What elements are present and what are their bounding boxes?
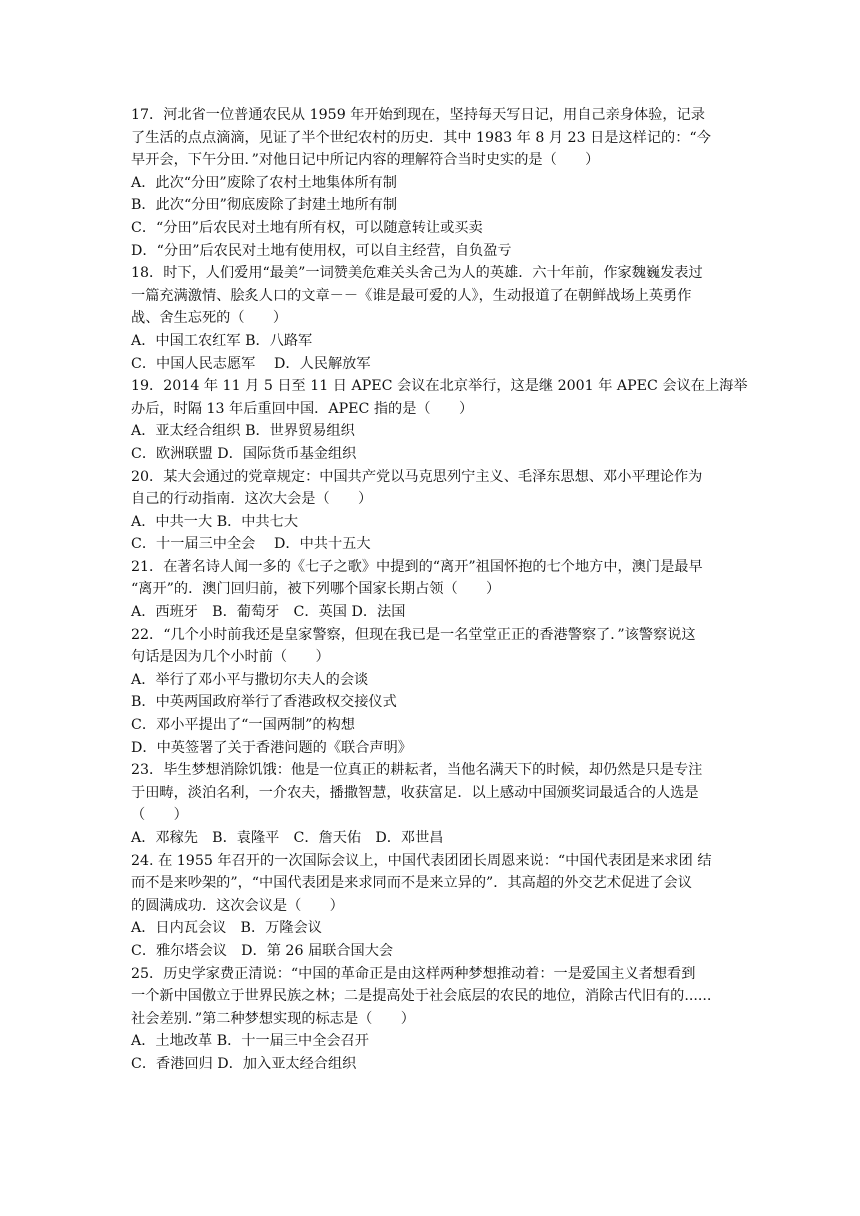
answer-option: A．亚太经合组织 B．世界贸易组织 (131, 423, 355, 440)
question-stem-line: 自己的行动指南．这次大会是（ ） (131, 491, 373, 508)
question-24 (131, 850, 731, 963)
answer-option: A．中共一大 B．中共七大 (131, 513, 299, 530)
question-stem-line: 了生活的点点滴滴，见证了半个世纪农村的历史．其中 1983 年 8 月 23 日是这样记的：“今 (131, 129, 711, 146)
answer-option: A．西班牙 B．葡萄牙 C．英国 D．法国 (131, 604, 406, 621)
question-stem-line: 19．2014 年 11 月 5 日至 11 日 APEC 会议在北京举行，这是继 2001 年 APEC 会议在上海举 (131, 378, 748, 395)
answer-option: B．中英两国政府举行了香港政权交接仪式 (131, 694, 397, 711)
question-stem-line: 早开会，下午分田．”对他日记中所记内容的理解符合当时史实的是（ ） (131, 152, 600, 169)
question-stem-line: 战、舍生忘死的（ ） (131, 310, 288, 327)
question-20 (131, 466, 731, 556)
answer-option: A．中国工农红军 B．八路军 (131, 332, 313, 349)
exam-page (131, 104, 748, 1076)
question-stem-line: 的圆满成功．这次会议是（ ） (131, 897, 344, 914)
answer-option: A．举行了邓小平与撒切尔夫人的会谈 (131, 671, 369, 688)
question-stem-line: 22．“几个小时前我还是皇家警察，但现在我已是一名堂堂正正的香港警察了．”该警察说这 (131, 626, 696, 643)
answer-option: C．十一届三中全会 D．中共十五大 (131, 536, 371, 553)
question-21 (131, 556, 731, 624)
answer-option: A．邓稼先 B．袁隆平 C．詹天佑 D．邓世昌 (131, 830, 444, 846)
answer-option: C．“分田”后农民对土地有所有权，可以随意转让或买卖 (131, 219, 483, 236)
answer-option: B．此次“分田”彻底废除了封建土地所有制 (131, 197, 398, 214)
question-stem-line: 17．河北省一位普通农民从 1959 年开始到现在，坚持每天写日记，用自己亲身体验，记录 (131, 107, 705, 123)
answer-option: A．土地改革 B．十一届三中全会召开 (131, 1033, 369, 1050)
answer-option: D．中英签署了关于香港问题的《联合声明》 (131, 739, 412, 756)
question-stem-line: 而不是来吵架的”，“中国代表团是来求同而不是来立异的”．其高超的外交艺术促进了会议 (131, 875, 692, 892)
question-stem-line: 21．在著名诗人闻一多的《七子之歌》中提到的“离开”祖国怀抱的七个地方中，澳门是最早 (131, 558, 703, 575)
question-stem-line: 24. 在 1955 年召开的一次国际会议上，中国代表团团长周恩来说：“中国代表团是来求团 结 (131, 852, 712, 869)
question-stem-line: 20．某大会通过的党章规定：中国共产党以马克思列宁主义、毛泽东思想、邓小平理论作为 (131, 468, 703, 485)
answer-option: C．欧洲联盟 D．国际货币基金组织 (131, 445, 357, 462)
question-22 (131, 624, 731, 760)
question-25 (131, 963, 731, 1076)
question-stem-line: （ ） (131, 807, 188, 824)
question-stem-line: 办后，时隔 13 年后重回中国．APEC 指的是（ ） (131, 400, 474, 417)
answer-option: A．此次“分田”废除了农村土地集体所有制 (131, 174, 397, 191)
question-17 (131, 104, 731, 262)
answer-option: C．中国人民志愿军 D．人民解放军 (131, 355, 371, 372)
question-stem-line: 一篇充满激情、脍炙人口的文章－－《谁是最可爱的人》，生动报道了在朝鲜战场上英勇作 (131, 287, 692, 304)
question-23 (131, 759, 731, 849)
question-18 (131, 262, 731, 375)
answer-option: C．雅尔塔会议 D．第 26 届联合国大会 (131, 942, 394, 959)
question-stem-line: “离开”的．澳门回归前，被下列哪个国家长期占领（ ） (131, 581, 501, 598)
question-stem-line: 18．时下，人们爱用“最美”一词赞美危难关头舍己为人的英雄．六十年前，作家魏巍发表过 (131, 265, 703, 282)
question-stem-line: 23．毕生梦想消除饥饿：他是一位真正的耕耘者，当他名满天下的时候，却仍然是只是专注 (131, 762, 703, 779)
answer-option: A．日内瓦会议 B．万隆会议 (131, 920, 322, 937)
answer-option: D．“分田”后农民对土地有使用权，可以自主经营，自负盈亏 (131, 242, 512, 259)
question-19 (131, 375, 748, 465)
question-stem-line: 于田畴，淡泊名利，一介农夫，播撒智慧，收获富足．以上感动中国颁奖词最适合的人选是 (131, 784, 699, 801)
question-stem-line: 社会差别．”第二种梦想实现的标志是（ ） (131, 1010, 415, 1027)
answer-option: C．邓小平提出了“一国两制”的构想 (131, 717, 355, 734)
question-stem-line: 25．历史学家费正清说：“中国的革命正是由这样两种梦想推动着：一是爱国主义者想看到 (131, 965, 696, 982)
answer-option: C．香港回归 D．加入亚太经合组织 (131, 1055, 357, 1072)
question-stem-line: 句话是因为几个小时前（ ） (131, 649, 330, 666)
question-stem-line: 一个新中国傲立于世界民族之林；二是提高处于社会底层的农民的地位，消除古代旧有的...... (131, 988, 712, 1005)
